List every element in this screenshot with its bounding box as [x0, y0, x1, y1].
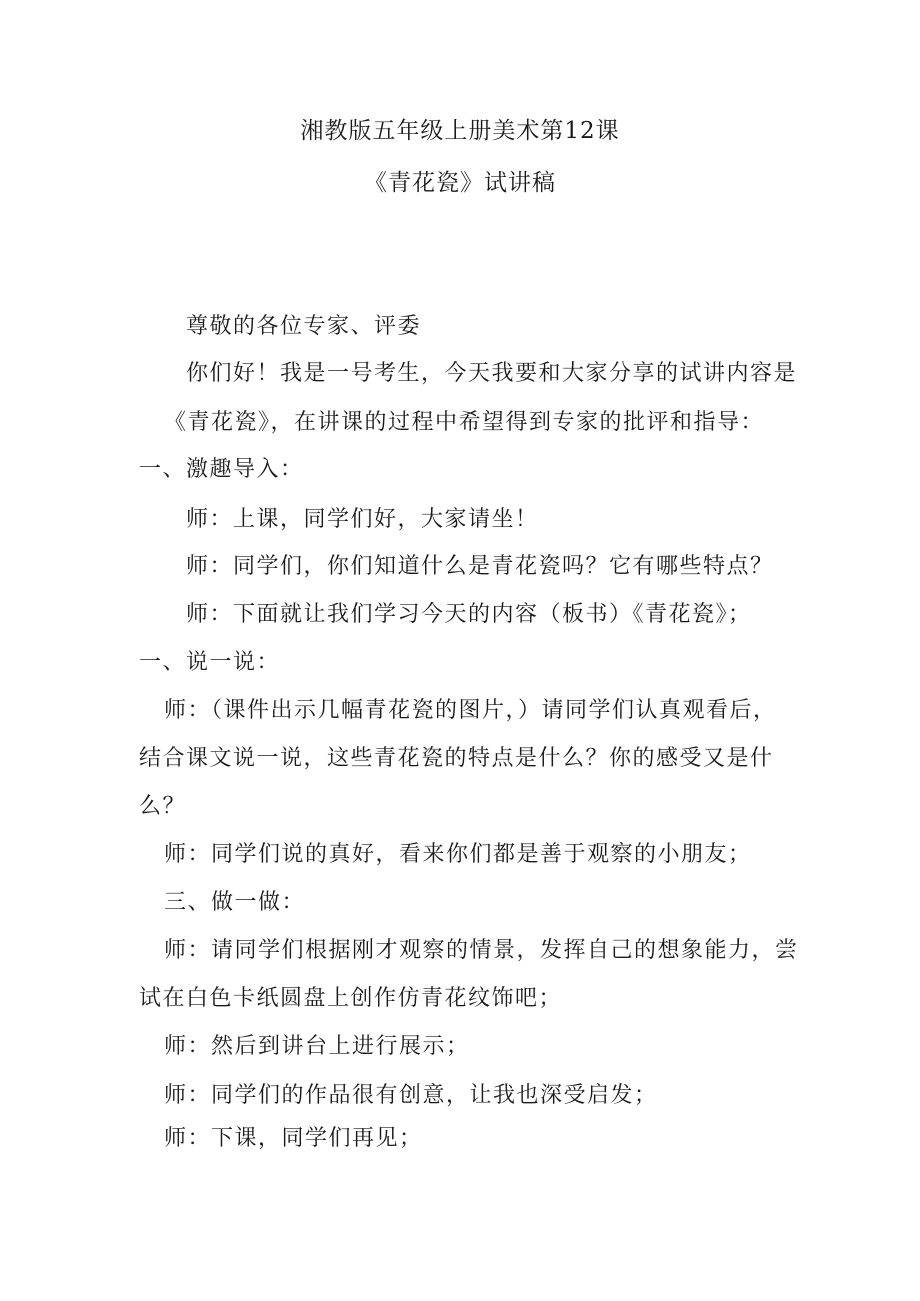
section-heading-1: 一、激趣导入：: [139, 457, 304, 482]
document-title: 湘教版五年级上册美术第12课: [300, 118, 620, 144]
section3-line-1: 师：然后到讲台上进行展示；: [164, 1034, 470, 1059]
section2-para2: 师：同学们说的真好，看来你们都是善于观察的小朋友；: [164, 842, 752, 867]
section3-para1-line-1: 师：请同学们根据刚才观察的情景，发挥自己的想象能力，尝: [164, 938, 799, 963]
section1-line-3: 师：下面就让我们学习今天的内容（板书）《青花瓷》；: [186, 602, 752, 627]
section2-para1-line-1: 师：（课件出示几幅青花瓷的图片，）请同学们认真观看后，: [164, 698, 777, 723]
section3-para1-line-2: 试在白色卡纸圆盘上创作仿青花纹饰吧；: [139, 986, 563, 1011]
section-heading-3: 三、做一做：: [164, 890, 306, 915]
section-heading-2: 一、说一说：: [139, 650, 281, 675]
section3-line-2: 师：同学们的作品很有创意，让我也深受启发；: [164, 1083, 658, 1108]
section2-para1-line-3: 么？: [139, 794, 187, 819]
section3-line-3: 师：下课，同学们再见；: [164, 1126, 423, 1151]
greeting: 尊敬的各位专家、评委: [186, 314, 422, 339]
intro-line-1: 你们好！我是一号考生，今天我要和大家分享的试讲内容是: [186, 361, 798, 386]
intro-line-2: 《青花瓷》，在讲课的过程中希望得到专家的批评和指导：: [164, 410, 765, 435]
section1-line-2: 师：同学们，你们知道什么是青花瓷吗？它有哪些特点？: [186, 554, 774, 579]
section2-para1-line-2: 结合课文说一说，这些青花瓷的特点是什么？你的感受又是什: [139, 746, 774, 771]
document-subtitle: 《青花瓷》试讲稿: [364, 170, 556, 196]
section1-line-1: 师：上课，同学们好，大家请坐！: [186, 507, 539, 532]
